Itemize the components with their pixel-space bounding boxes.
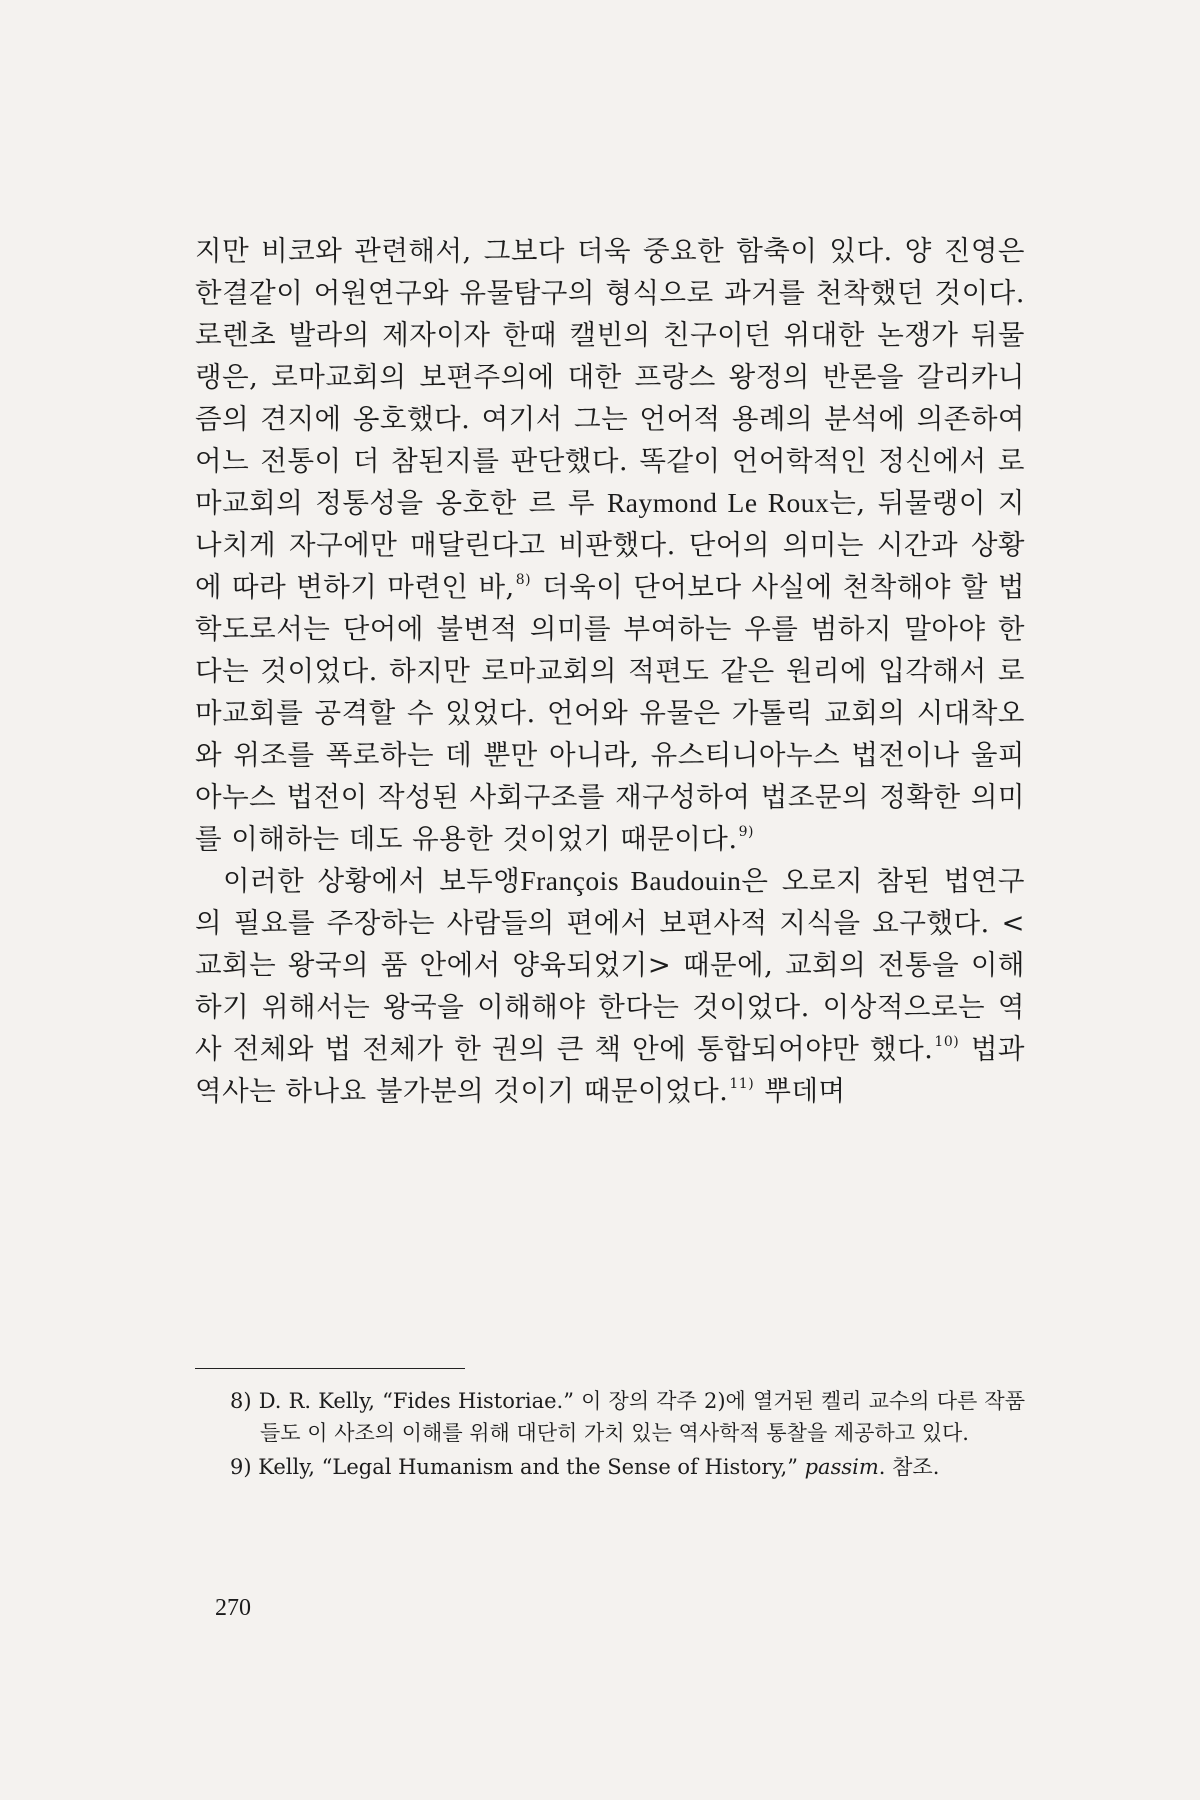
paragraph-1-text-c: 더욱이 단어보다 사실에 천착해야 할 법학도로서는 단어에 불변적 의미를 부여하는 우를 범하지 말아야 한다는 것이었다. 하지만 로마교회의 적편도 같은 원리에 입각해서 로마교회를 공격할 수 있었다. 언어와 유물은 가톨릭 교회의 시대착오와 위조를 폭로하는 데 뿐만 아니라, 유스티니아누스 법전이나 울피아누스 법전이 작성된 사회구조를 재구성하여 법조문의 정확한 의미를 이해하는 데도 유용한 것이었기 때문이다.	[195, 571, 1025, 855]
name-raymond-le-roux: Raymond Le Roux	[606, 487, 830, 518]
page-number: 270	[215, 1595, 251, 1621]
footnote-9-passim: passim	[804, 1455, 879, 1479]
paragraph-2-text-d: 뿌데며	[755, 1075, 846, 1107]
footnote-ref-9[interactable]: 9)	[738, 824, 754, 840]
footnote-ref-8[interactable]: 8)	[515, 572, 532, 588]
paragraph-1	[195, 230, 1025, 860]
paragraph-2-text-c: 법과 역사는 하나요 불가분의 것이기 때문이었다.	[195, 1033, 1026, 1107]
footnote-8: 8) D. R. Kelly, “Fides Historiae.” 이 장의 각주 2)에 열거된 켈리 교수의 다른 작품들도 이 사조의 이해를 위해 대단히 가치 있는 역사학적 통찰을 제공하고 있다.	[230, 1389, 1025, 1445]
body-text	[195, 230, 1025, 1112]
footnote-ref-10[interactable]: 10)	[934, 1034, 960, 1050]
paragraph-2-text-b: 은 오로지 참된 법연구의 필요를 주장하는 사람들의 편에서 보편사적 지식을 요구했다. <교회는 왕국의 품 안에서 양육되었기> 때문에, 교회의 전통을 이해하기 위해서는 왕국을 이해해야 한다는 것이었다. 이상적으로는 역사 전체와 법 전체가 한 권의 큰 책 안에 통합되어야만 했다.	[195, 865, 1025, 1065]
footnote-9-text-b: . 참조.	[878, 1455, 940, 1479]
footnote-9	[230, 1451, 1025, 1483]
footnotes	[230, 1385, 1025, 1485]
paragraph-1-text-b: 는, 뒤물랭이 지나치게 자구에만 매달린다고 비판했다. 단어의 의미는 시간과 상황에 따라 변하기 마련인 바,	[195, 487, 1025, 603]
footnote-separator	[195, 1368, 465, 1369]
footnote-9-text-a: 9) Kelly, “Legal Humanism and the Sense of History,”	[230, 1455, 805, 1479]
paragraph-1-text-a: 지만 비코와 관련해서, 그보다 더욱 중요한 함축이 있다. 양 진영은 한결같이 어원연구와 유물탐구의 형식으로 과거를 천착했던 것이다. 로렌초 발라의 제자이자 한때 캘빈의 친구이던 위대한 논쟁가 뒤물랭은, 로마교회의 보편주의에 대한 프랑스 왕정의 반론을 갈리카니즘의 견지에 옹호했다. 여기서 그는 언어적 용례의 분석에 의존하여 어느 전통이 더 참된지를 판단했다. 똑같이 언어학적인 정신에서 로마교회의 정통성을 옹호한 르 루	[195, 235, 1025, 519]
paragraph-2	[195, 860, 1025, 1112]
paragraph-2-text-a: 이러한 상황에서 보두앵	[223, 865, 521, 897]
footnote-ref-11[interactable]: 11)	[729, 1076, 755, 1092]
name-francois-baudouin: François Baudouin	[520, 865, 742, 896]
